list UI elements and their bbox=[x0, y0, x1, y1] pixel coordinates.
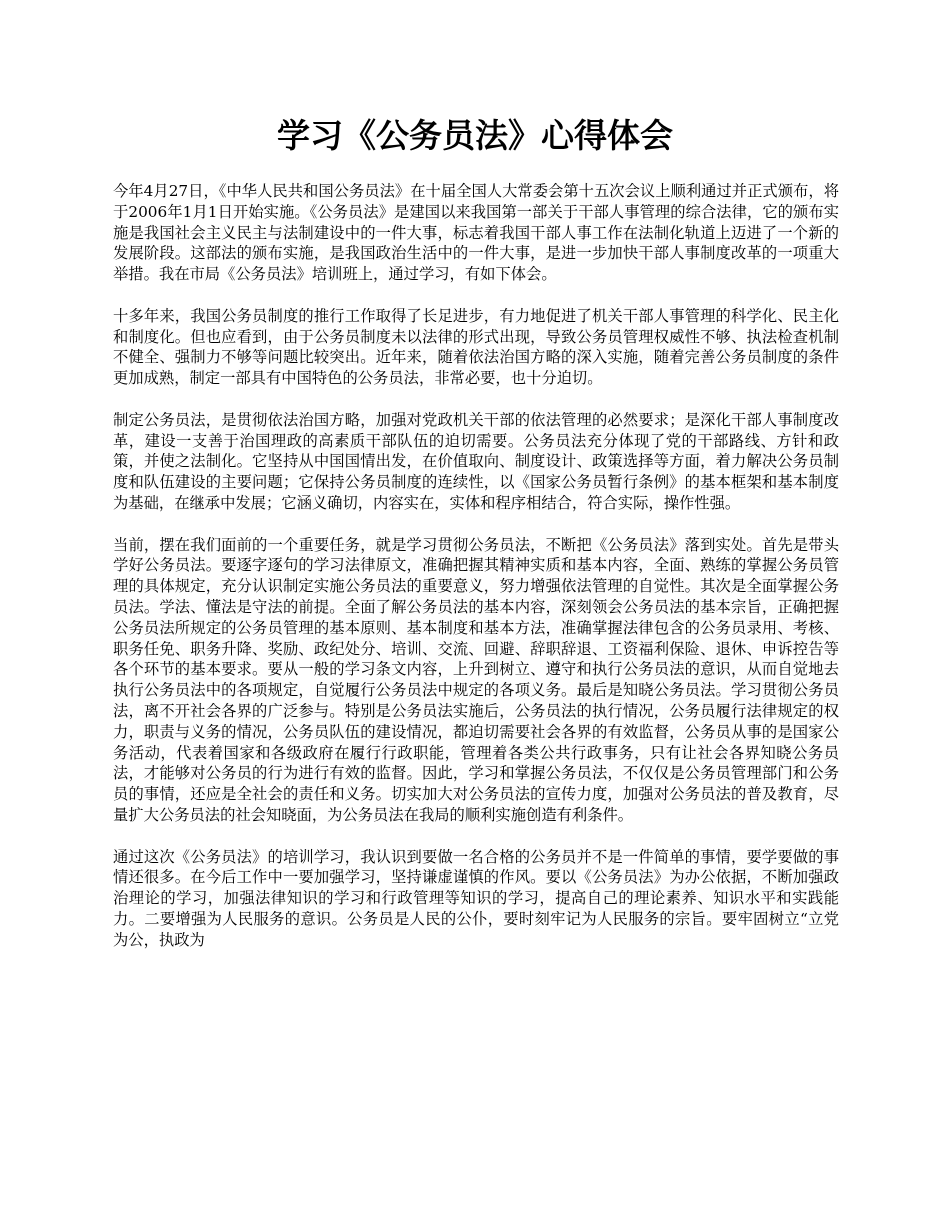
document-title: 学习《公务员法》心得体会 bbox=[277, 116, 673, 155]
document-body bbox=[113, 181, 839, 971]
paragraph: 十多年来，我国公务员制度的推行工作取得了长足进步，有力地促进了机关干部人事管理的科学化、民主化和制度化。但也应看到，由于公务员制度未以法律的形式出现，导致公务员管理权威性不够、执法检查机制不健全、强制力不够等问题比较突出。近年来，随着依法治国方略的深入实施，随着完善公务员制度的条件更加成熟，制定一部具有中国特色的公务员法，非常必要，也十分迫切。 bbox=[113, 306, 839, 388]
paragraph: 当前，摆在我们面前的一个重要任务，就是学习贯彻公务员法，不断把《公务员法》落到实处。首先是带头学好公务员法。要逐字逐句的学习法律原文，准确把握其精神实质和基本内容，全面、熟练的掌握公务员管理的具体规定，充分认识制定实施公务员法的重要意义，努力增强依法管理的自觉性。其次是全面掌握公务员法。学法、懂法是守法的前提。全面了解公务员法的基本内容，深刻领会公务员法的基本宗旨，正确把握公务员法所规定的公务员管理的基本原则、基本制度和基本方法，准确掌握法律包含的公务员录用、考核、职务任免、职务升降、奖励、政纪处分、培训、交流、回避、辞职辞退、工资福利保险、退休、申诉控告等各个环节的基本要求。要从一般的学习条文内容，上升到树立、遵守和执行公务员法的意识，从而自觉地去执行公务员法中的各项规定，自觉履行公务员法中规定的各项义务。最后是知晓公务员法。学习贯彻公务员法，离不开社会各界的广泛参与。特别是公务员法实施后，公务员法的执行情况，公务员履行法律规定的权力，职责与义务的情况，公务员队伍的建设情况，都迫切需要社会各界的有效监督，公务员从事的是国家公务活动，代表着国家和各级政府在履行行政职能，管理着各类公共行政事务，只有让社会各界知晓公务员法，才能够对公务员的行为进行有效的监督。因此，学习和掌握公务员法，不仅仅是公务员管理部门和公务员的事情，还应是全社会的责任和义务。切实加大对公务员法的宣传力度，加强对公务员法的普及教育，尽量扩大公务员法的社会知晓面，为公务员法在我局的顺利实施创造有利条件。 bbox=[113, 535, 839, 824]
paragraph: 通过这次《公务员法》的培训学习，我认识到要做一名合格的公务员并不是一件简单的事情，要学要做的事情还很多。在今后工作中一要加强学习，坚持谦虚谨慎的作风。要以《公务员法》为办公依据，不断加强政治理论的学习，加强法律知识的学习和行政管理等知识的学习，提高自己的理论素养、知识水平和实践能力。二要增强为人民服务的意识。公务员是人民的公仆，要时刻牢记为人民服务的宗旨。要牢固树立“立党为公，执政为 bbox=[113, 847, 839, 949]
paragraph: 今年4月27日，《中华人民共和国公务员法》在十届全国人大常委会第十五次会议上顺利通过并正式颁布，将于2006年1月1日开始实施。《公务员法》是建国以来我国第一部关于干部人事管理的综合法律，它的颁布实施是我国社会主义民主与法制建设中的一件大事，标志着我国干部人事工作在法制化轨道上迈进了一个新的发展阶段。这部法的颁布实施，是我国政治生活中的一件大事，是进一步加快干部人事制度改革的一项重大举措。我在市局《公务员法》培训班上，通过学习，有如下体会。 bbox=[113, 182, 839, 284]
paragraph: 制定公务员法，是贯彻依法治国方略，加强对党政机关干部的依法管理的必然要求；是深化干部人事制度改革，建设一支善于治国理政的高素质干部队伍的迫切需要。公务员法充分体现了党的干部路线、方针和政策，并使之法制化。它坚持从中国国情出发，在价值取向、制度设计、政策选择等方面，着力解决公务员制度和队伍建设的主要问题；它保持公务员制度的连续性，以《国家公务员暂行条例》的基本框架和基本制度为基础，在继承中发展；它涵义确切，内容实在，实体和程序相结合，符合实际，操作性强。 bbox=[113, 410, 839, 512]
